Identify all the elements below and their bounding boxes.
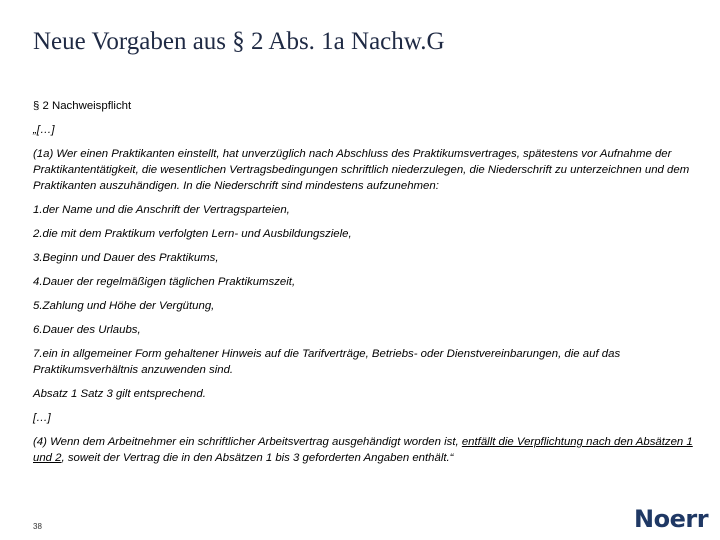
paragraph-4-end: , soweit der Vertrag die in den Absätzen 1 bis 3 geforderten Angaben enthält.“ <box>61 452 454 464</box>
ellipsis: […] <box>33 412 51 424</box>
list-item: 7.ein in allgemeiner Form gehaltener Hinweis auf die Tarifverträge, Betriebs- oder Dienstvereinbarungen, die auf das Praktikumsverhältnis anzuwenden sind. <box>33 348 621 376</box>
slide-content <box>33 98 698 474</box>
paragraph-4-underlined: entfällt die Verpflichtung nach den Absätzen 1 und 2 <box>33 436 693 464</box>
paragraph-4-start: (4) Wenn dem Arbeitnehmer ein schriftlicher Arbeitsvertrag ausgehändigt worden ist, <box>33 436 462 448</box>
list-item: 4.Dauer der regelmäßigen täglichen Praktikumszeit, <box>33 276 296 288</box>
list-item: 1.der Name und die Anschrift der Vertragsparteien, <box>33 204 290 216</box>
absatz-note: Absatz 1 Satz 3 gilt entsprechend. <box>33 388 206 400</box>
list-item: 6.Dauer des Urlaubs, <box>33 324 141 336</box>
list-item: 5.Zahlung und Höhe der Vergütung, <box>33 300 215 312</box>
paragraph-4 <box>33 434 698 466</box>
slide-title: Neue Vorgaben aus § 2 Abs. 1a Nachw.G <box>33 28 445 55</box>
page-number: 38 <box>33 522 42 531</box>
list-item: 3.Beginn und Dauer des Praktikums, <box>33 252 219 264</box>
quote-open: „[…] <box>33 124 55 136</box>
section-heading: § 2 Nachweispflicht <box>33 100 132 112</box>
paragraph-1a: (1a) Wer einen Praktikanten einstellt, hat unverzüglich nach Abschluss des Praktikumsvertrages, spätestens vor Aufnahme der Praktikantentätigkeit, die wesentlichen Vertragsbedingungen schriftlich niederzulegen, die Niederschrift zu unterzeichnen und dem Praktikanten auszuhändigen. In die Niederschrift sind mindestens aufzunehmen: <box>33 148 690 192</box>
noerr-logo: Noerr <box>634 505 709 533</box>
list-item: 2.die mit dem Praktikum verfolgten Lern- und Ausbildungsziele, <box>33 228 352 240</box>
